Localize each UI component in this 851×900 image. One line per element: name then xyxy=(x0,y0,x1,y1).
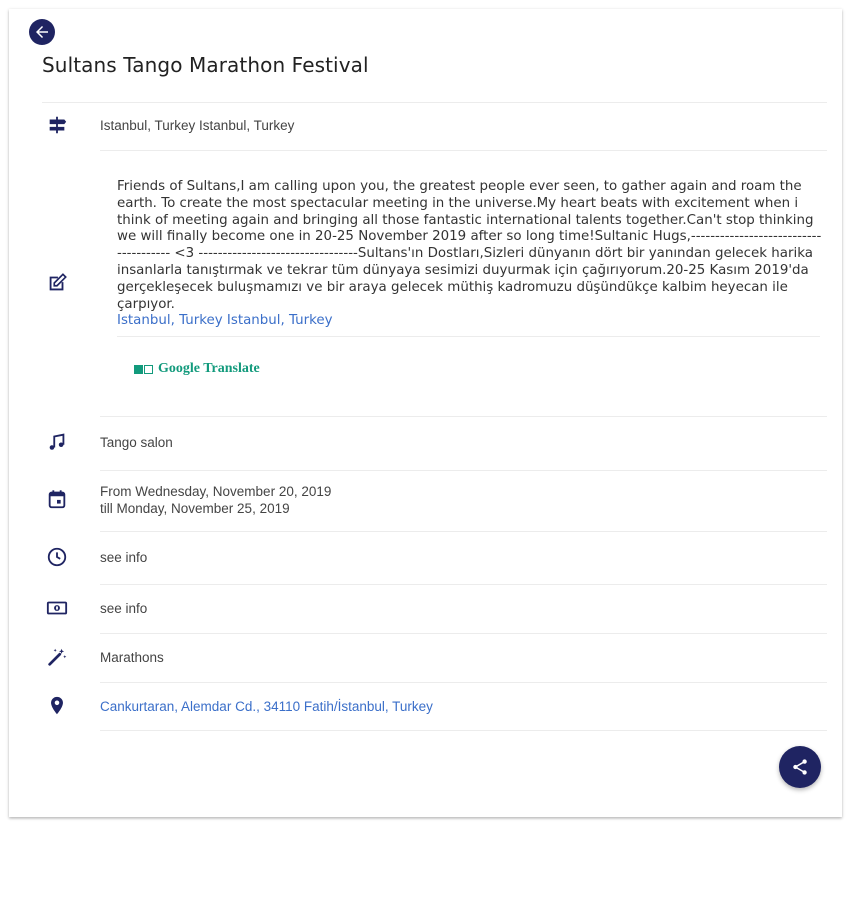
divider xyxy=(100,150,827,151)
music-style-text: Tango salon xyxy=(100,435,173,450)
magic-wand-icon xyxy=(45,645,69,669)
divider xyxy=(100,470,827,471)
divider xyxy=(100,584,827,585)
time-text: see info xyxy=(100,550,148,565)
divider xyxy=(100,633,827,634)
money-icon xyxy=(45,596,69,620)
description-location-link[interactable]: Istanbul, Turkey Istanbul, Turkey xyxy=(117,313,333,329)
edit-note-icon xyxy=(45,271,69,295)
map-pin-icon xyxy=(45,694,69,718)
price-text: see info xyxy=(100,601,148,616)
music-note-icon xyxy=(45,430,69,454)
divider xyxy=(42,102,827,103)
divider xyxy=(100,416,827,417)
share-button[interactable] xyxy=(779,746,821,788)
dates-text xyxy=(100,483,331,517)
location-text: Istanbul, Turkey Istanbul, Turkey xyxy=(100,118,295,133)
description-text: Friends of Sultans,I am calling upon you, the greatest people ever seen, to gather again and roam the earth. To create the most spectacular meeting in the universe.My heart beats with excitement when i think of meeting again and bringing all those fantastic international talents together.Can't stop thinking we will finally become one in 20-25 November 2019 after so long time!Sultanic Hugs,-------------------------------------- <3 ---------------------------------Sultans'ın Dostları,Sizleri dünyanın dört bir yanından gelecek harika insanlarla tanıştırmak ve tekrar tüm dünyaya sesimizi duyurmak için çağırıyorum.20-25 Kasım 2019'da gerçekleşecek buluşmamızı ve bir araya gelecek müthiş kadromuzu düşündükçe kalbim heyecan ile çarpıyor. xyxy=(117,179,822,312)
divider xyxy=(100,730,827,731)
arrow-back-icon xyxy=(33,23,51,41)
translate-label: Google Translate xyxy=(158,361,260,376)
divider xyxy=(100,682,827,683)
google-translate-button[interactable] xyxy=(134,361,260,377)
address-link[interactable]: Cankurtaran, Alemdar Cd., 34110 Fatih/İstanbul, Turkey xyxy=(100,699,433,714)
date-till: till Monday, November 25, 2019 xyxy=(100,501,290,516)
back-button[interactable] xyxy=(29,19,55,45)
signpost-icon xyxy=(45,113,69,137)
clock-icon xyxy=(45,545,69,569)
translate-icon xyxy=(134,365,154,374)
event-detail-card xyxy=(9,9,842,817)
share-icon xyxy=(790,757,810,777)
event-description xyxy=(117,179,822,330)
calendar-icon xyxy=(45,487,69,511)
page-title: Sultans Tango Marathon Festival xyxy=(42,53,369,77)
divider xyxy=(117,336,820,337)
category-text: Marathons xyxy=(100,650,164,665)
date-from: From Wednesday, November 20, 2019 xyxy=(100,484,332,499)
divider xyxy=(100,531,827,532)
